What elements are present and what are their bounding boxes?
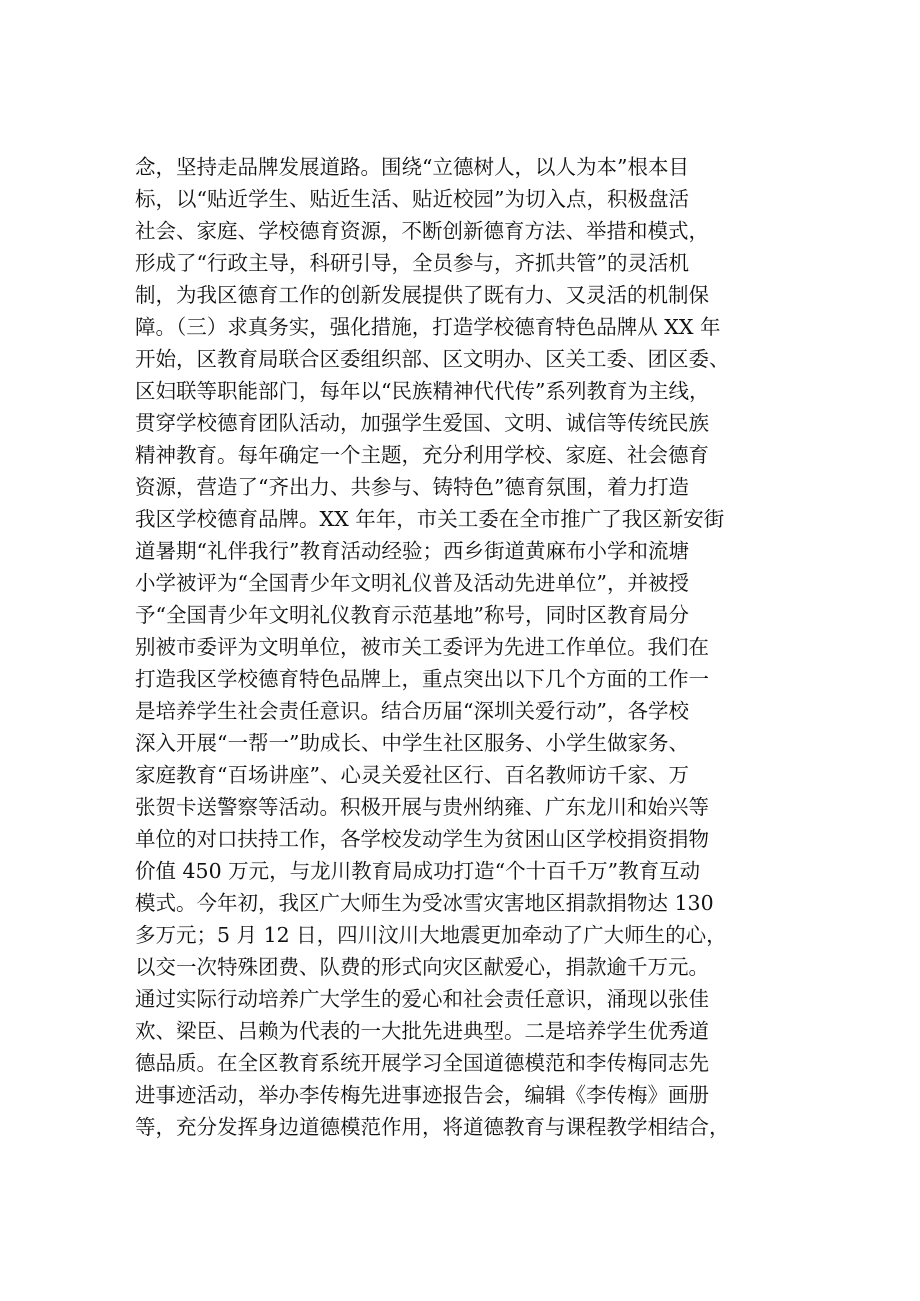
text-line: 标，以“贴近学生、贴近生活、贴近校园”为切入点，积极盘活: [135, 187, 689, 211]
text-line: 通过实际行动培养广大学生的爱心和社会责任意识，涌现以张佳: [135, 987, 709, 1011]
text-line: 开始，区教育局联合区委组织部、区文明办、区关工委、团区委、: [135, 347, 730, 371]
text-line: 精神教育。每年确定一个主题，充分利用学校、家庭、社会德育: [135, 443, 709, 467]
text-line: 以交一次特殊团费、队费的形式向灾区献爱心，捐款逾千万元。: [135, 955, 709, 979]
text-line: 道暑期“礼伴我行”教育活动经验；西乡街道黄麻布小学和流塘: [135, 539, 689, 563]
text-line: 德品质。在全区教育系统开展学习全国道德模范和李传梅同志先: [135, 1051, 709, 1075]
text-line: 等，充分发挥身边道德模范作用，将道德教育与课程教学相结合，: [135, 1115, 730, 1139]
text-line: 别被市委评为文明单位，被市关工委评为先进工作单位。我们在: [135, 635, 709, 659]
text-line: 予“全国青少年文明礼仪教育示范基地”称号，同时区教育局分: [135, 603, 689, 627]
text-line: 模式。今年初，我区广大师生为受冰雪灾害地区捐款捐物达 130: [135, 891, 714, 915]
text-line: 张贺卡送警察等活动。积极开展与贵州纳雍、广东龙川和始兴等: [135, 795, 709, 819]
text-line: 进事迹活动，举办李传梅先进事迹报告会，编辑《李传梅》画册: [135, 1083, 709, 1107]
text-line: 打造我区学校德育特色品牌上，重点突出以下几个方面的工作一: [135, 667, 709, 691]
text-line: 家庭教育“百场讲座”、心灵关爱社区行、百名教师访千家、万: [135, 763, 689, 787]
text-line: 社会、家庭、学校德育资源，不断创新德育方法、举措和模式，: [135, 219, 709, 243]
text-line: 单位的对口扶持工作，各学校发动学生为贫困山区学校捐资捐物: [135, 827, 709, 851]
text-line: 形成了“行政主导，科研引导，全员参与，齐抓共管”的灵活机: [135, 251, 689, 275]
text-line: 区妇联等职能部门，每年以“民族精神代代传”系列教育为主线，: [135, 379, 710, 403]
text-line: 障。（三）求真务实，强化措施，打造学校德育特色品牌从 XX 年: [135, 315, 721, 339]
text-line: 我区学校德育品牌。XX 年年，市关工委在全市推广了我区新安街: [135, 507, 725, 531]
text-line: 欢、梁臣、吕赖为代表的一大批先进典型。二是培养学生优秀道: [135, 1019, 709, 1043]
text-line: 贯穿学校德育团队活动，加强学生爱国、文明、诚信等传统民族: [135, 411, 709, 435]
text-line: 制，为我区德育工作的创新发展提供了既有力、又灵活的机制保: [135, 283, 709, 307]
body-paragraph: [135, 151, 795, 1143]
text-line: 小学被评为“全国青少年文明礼仪普及活动先进单位”，并被授: [135, 571, 689, 595]
text-line: 价值 450 万元，与龙川教育局成功打造“个十百千万”教育互动: [135, 859, 701, 883]
text-line: 是培养学生社会责任意识。结合历届“深圳关爱行动”，各学校: [135, 699, 689, 723]
text-line: 资源，营造了“齐出力、共参与、铸特色”德育氛围，着力打造: [135, 475, 689, 499]
text-line: 多万元；5 月 12 日，四川汶川大地震更加牵动了广大师生的心，: [135, 923, 727, 947]
text-line: 念，坚持走品牌发展道路。围绕“立德树人，以人为本”根本目: [135, 155, 689, 179]
text-line: 深入开展“一帮一”助成长、中学生社区服务、小学生做家务、: [135, 731, 689, 755]
